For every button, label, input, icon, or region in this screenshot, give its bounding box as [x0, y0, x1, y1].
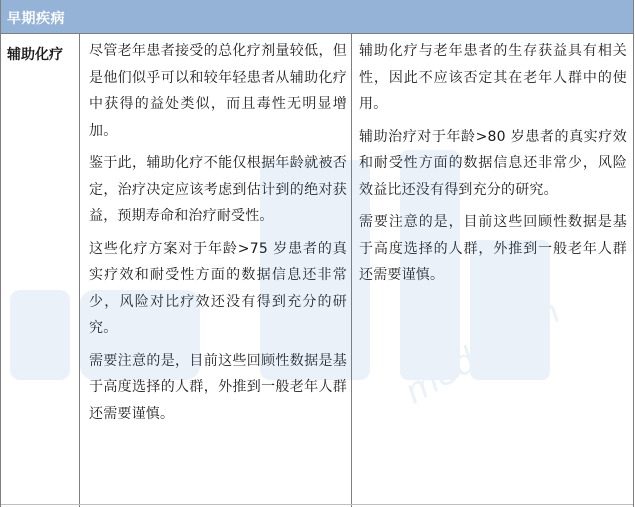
- right-column-cell: [352, 34, 634, 507]
- right-paragraph-2: 辅助治疗对于年龄>80 岁患者的真实疗效和耐受性方面的数据信息还非常少，风险效益比还没有得到充分的研究。: [359, 128, 627, 198]
- middle-paragraph-1: 尽管老年患者接受的总化疗剂量较低，但是他们似乎可以和较年轻患者从辅助化疗中获得的益处类似，而且毒性无明显增加。: [89, 43, 347, 139]
- middle-column-cell: [80, 34, 352, 507]
- row-label: 辅助化疗: [7, 47, 63, 63]
- table-bottom-rule: [1, 504, 633, 505]
- watermark-text: medsci.cn: [397, 291, 568, 413]
- section-title: 早期疾病: [7, 11, 65, 27]
- right-paragraph-3: 需要注意的是，目前这些回顾性数据是基于高度选择的人群，外推到一般老年人群还需要谨慎。: [359, 214, 627, 283]
- right-column-text: [359, 38, 627, 295]
- middle-paragraph-4: 需要注意的是，目前这些回顾性数据是基于高度选择的人群，外推到一般老年人群还需要谨慎。: [89, 352, 347, 422]
- middle-paragraph-3: 这些化疗方案对于年龄>75 岁患者的真实疗效和耐受性方面的数据信息还非常少，风险对比疗效还没有得到充分的研究。: [89, 240, 347, 336]
- middle-paragraph-2: 鉴于此，辅助化疗不能仅根据年龄就被否定，治疗决定应该考虑到估计到的绝对获益，预期寿命和治疗耐受性。: [89, 155, 347, 224]
- right-paragraph-1: 辅助化疗与老年患者的生存获益具有相关性，因此不应该否定其在老年人群中的使用。: [359, 43, 627, 112]
- row-label-cell: [1, 34, 80, 507]
- middle-column-text: [89, 38, 347, 433]
- table-header-row: [1, 0, 633, 34]
